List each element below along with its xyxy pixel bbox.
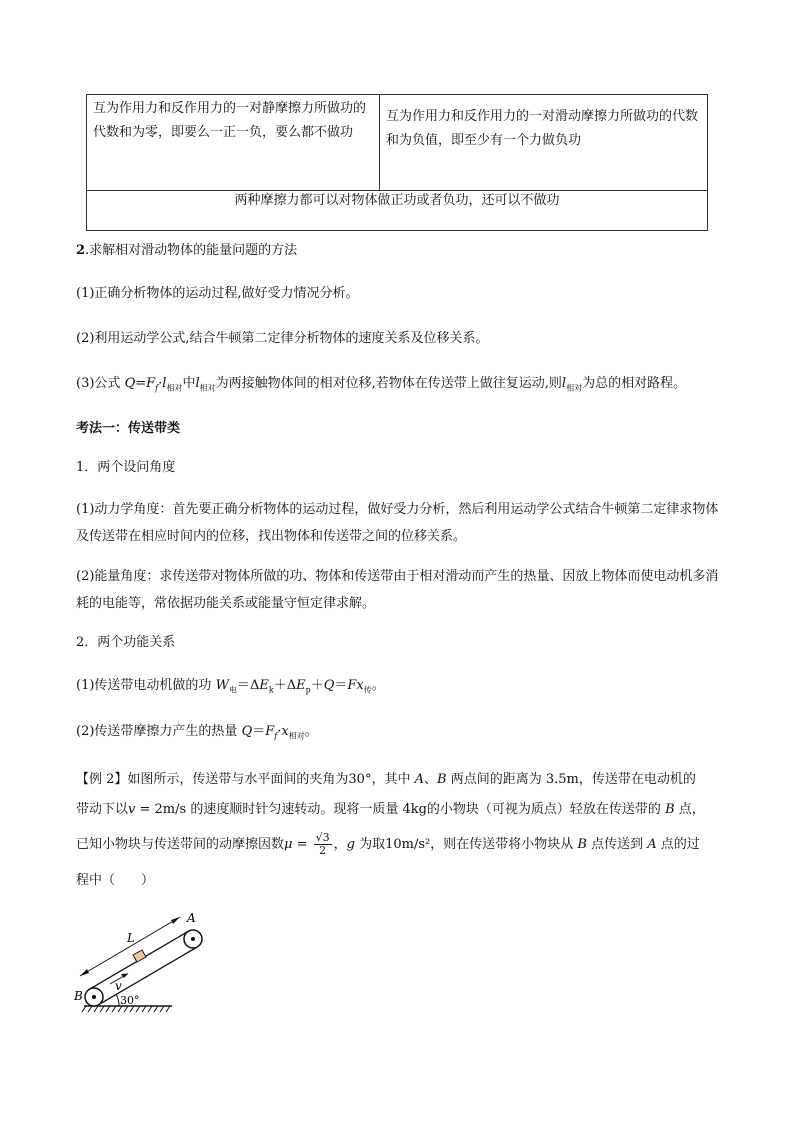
block bbox=[133, 950, 146, 962]
text: 为取10m/s²，则在传送带将小物块从 bbox=[355, 837, 578, 852]
subscript: 传 bbox=[363, 685, 372, 695]
method-title: 考法一：传送带类 bbox=[76, 421, 181, 436]
text: ＝ bbox=[252, 724, 266, 739]
conveyor-diagram bbox=[72, 906, 222, 1016]
angle-label: 30° bbox=[120, 994, 140, 1007]
symbol-e: E bbox=[259, 678, 269, 693]
method-point-1: 1．两个设问角度 bbox=[76, 460, 176, 475]
method-paragraph-dynamics: (1)动力学角度：首先要正确分析物体的运动过程，做好受力分析，然后利用运动学公式结合牛顿第二定律求物体及传送带在相应时间内的位移，找出物体和传送带之间的位移关系。 bbox=[76, 502, 719, 544]
length-line bbox=[80, 917, 180, 976]
formula-friction-heat bbox=[76, 719, 726, 750]
symbol-f: F bbox=[265, 724, 275, 739]
text: = bbox=[292, 837, 312, 852]
symbol-fx: Fx bbox=[347, 678, 364, 693]
length-arrow-start bbox=[80, 969, 89, 976]
subscript: 相对 bbox=[166, 383, 183, 393]
text: ＋Δ bbox=[273, 678, 297, 693]
step-3 bbox=[76, 371, 726, 402]
symbol-x: x bbox=[281, 724, 289, 739]
fraction-numerator: √3 bbox=[315, 831, 330, 844]
top-pulley-axle bbox=[191, 937, 195, 941]
text: ＋ bbox=[310, 678, 324, 693]
table-cell-common: 两种摩擦力都可以对物体做正功或者负功，还可以不做功 bbox=[234, 193, 560, 208]
section-number: 2 bbox=[76, 243, 86, 258]
subscript: f bbox=[274, 731, 278, 741]
text: 为两接触物体间的相对位移,若物体在传送带上做往复运动,则 bbox=[215, 376, 562, 391]
symbol-q: Q bbox=[124, 376, 136, 391]
point-b: B bbox=[577, 837, 587, 852]
angle-arc bbox=[116, 994, 119, 1006]
text: = 2m/s 的速度顺时针匀速转动。现将一质量 4kg的小物块（可视为质点）轻放在传送带的 bbox=[135, 802, 666, 817]
velocity-label: v bbox=[115, 979, 122, 993]
table-cell-static-friction: 互为作用力和反作用力的一对静摩擦力所做功的代数和为零，即要么一正一负，要么都不做功 bbox=[87, 95, 380, 190]
bottom-pulley-axle bbox=[92, 995, 96, 999]
text: ＝ bbox=[334, 678, 348, 693]
table-row bbox=[87, 95, 707, 191]
example-line-1 bbox=[76, 765, 726, 795]
text: 中 bbox=[182, 376, 196, 391]
text: 。 bbox=[371, 678, 385, 693]
text: 点的过 bbox=[656, 837, 700, 852]
text: ＝Δ bbox=[236, 678, 260, 693]
symbol-l: l bbox=[195, 376, 200, 391]
formula-motor-work bbox=[76, 673, 726, 704]
symbol-q: Q bbox=[323, 678, 335, 693]
point-b: B bbox=[665, 802, 675, 817]
text: (3)公式 bbox=[76, 376, 125, 391]
symbol-q: Q bbox=[241, 724, 253, 739]
text: = bbox=[135, 376, 147, 391]
step-1: (1)正确分析物体的运动过程,做好受力情况分析。 bbox=[76, 286, 359, 301]
point-a-label: A bbox=[187, 911, 196, 925]
text: 已知小物块与传送带间的动摩擦因数 bbox=[76, 837, 285, 852]
subscript: 相对 bbox=[566, 383, 583, 393]
example-line-3 bbox=[76, 828, 726, 862]
method-paragraph-energy: (2)能量角度：求传送带对物体所做的功、物体和传送带由于相对滑动而产生的热量、因放上物体而使电动机多消耗的电能等，常依据功能关系或能量守恒定律求解。 bbox=[76, 569, 719, 611]
point-b: B bbox=[437, 772, 447, 787]
section-heading bbox=[76, 238, 726, 264]
text: · bbox=[158, 376, 163, 391]
text: 为总的相对路程。 bbox=[582, 376, 687, 391]
method-point-2: 2．两个功能关系 bbox=[76, 635, 176, 650]
text: (2)传送带摩擦力产生的热量 bbox=[76, 724, 242, 739]
symbol-mu: μ bbox=[284, 837, 293, 852]
text: 点传送到 bbox=[586, 837, 648, 852]
symbol-v: v bbox=[128, 802, 136, 817]
text: 两点间的距离为 3.5m，传送带在电动机的 bbox=[446, 772, 696, 787]
subscript: 相对 bbox=[199, 383, 216, 393]
subscript: 电 bbox=[228, 685, 237, 695]
example-line-2 bbox=[76, 795, 726, 825]
point-b-label: B bbox=[74, 989, 83, 1003]
symbol-g: g bbox=[346, 837, 355, 852]
symbol-e: E bbox=[296, 678, 306, 693]
example-line-4: 程中（ ） bbox=[76, 873, 155, 888]
symbol-l: l bbox=[561, 376, 567, 391]
step-2: (2)利用运动学公式,结合牛顿第二定律分析物体的速度关系及位移关系。 bbox=[76, 331, 489, 346]
subscript: p bbox=[305, 685, 311, 695]
table-cell-kinetic-friction: 互为作用力和反作用力的一对滑动摩擦力所做功的代数和为负值，即至少有一个力做负功 bbox=[386, 109, 699, 148]
subscript: f bbox=[155, 383, 159, 393]
symbol-f: F bbox=[146, 376, 156, 391]
text: 点， bbox=[674, 802, 705, 817]
text: 。 bbox=[304, 724, 318, 739]
subscript: 相对 bbox=[288, 731, 305, 741]
section-title: .求解相对滑动物体的能量问题的方法 bbox=[85, 243, 298, 258]
subscript: k bbox=[268, 685, 274, 695]
text: · bbox=[277, 724, 282, 739]
comparison-table bbox=[86, 94, 708, 231]
text: ， bbox=[333, 837, 347, 852]
text: 如图所示，传送带与水平面间的夹角为30°，其中 bbox=[127, 772, 415, 787]
length-label: L bbox=[127, 931, 135, 945]
symbol-l: l bbox=[162, 376, 167, 391]
point-a: A bbox=[647, 837, 657, 852]
text: 带动下以 bbox=[76, 802, 129, 817]
fraction bbox=[314, 832, 332, 857]
length-arrow-end bbox=[171, 917, 180, 924]
example-tag: 【例 2】 bbox=[76, 772, 128, 787]
text: (1)传送带电动机做的功 bbox=[76, 678, 216, 693]
text: 、 bbox=[423, 772, 437, 787]
fraction-denominator: 2 bbox=[319, 844, 327, 857]
point-a: A bbox=[414, 772, 424, 787]
symbol-w: W bbox=[215, 678, 229, 693]
